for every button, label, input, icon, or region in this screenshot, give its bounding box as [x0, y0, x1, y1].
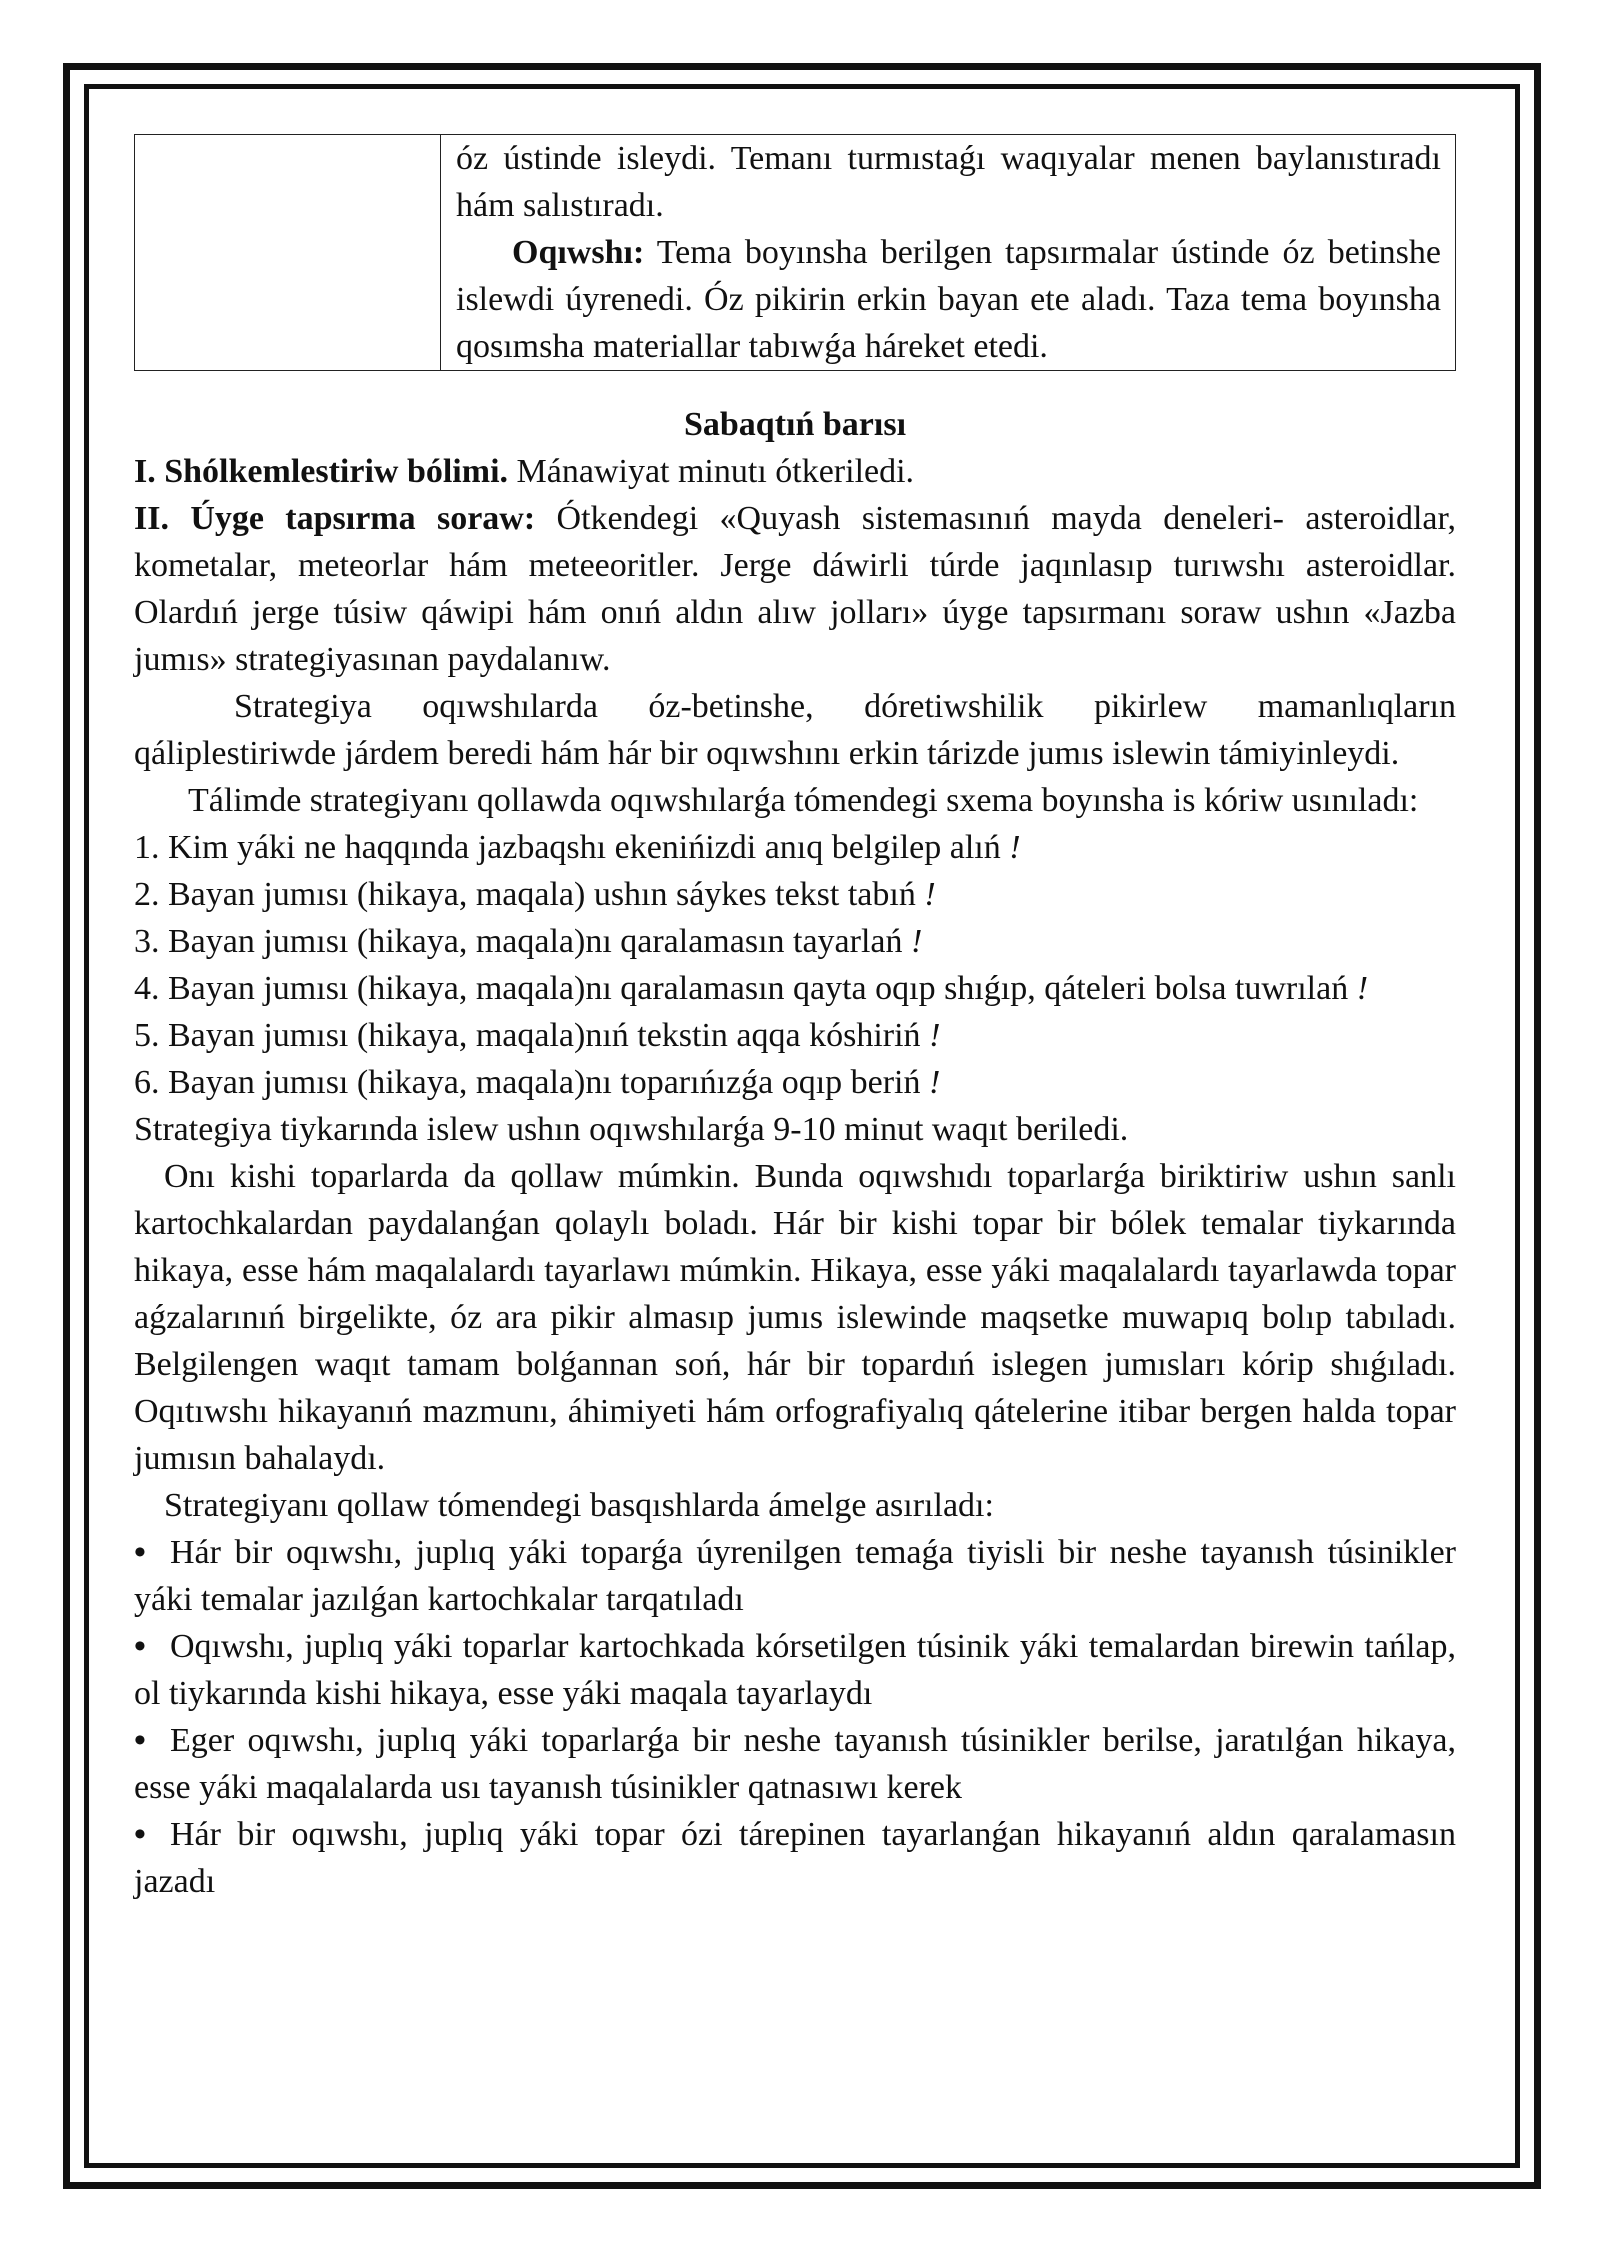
scheme-paragraph: Tálimde strategiyanı qollawda oqıwshılarǵa tómendegi sxema boyınsha is kóriw usınıladı:: [188, 782, 1419, 819]
list-item: [134, 965, 1456, 1012]
step-mark: !: [924, 876, 936, 913]
part2-label: II. Úyge tapsırma soraw:: [134, 500, 536, 537]
part2-text: Ótkendegi «Quyash sistemasınıń mayda deneleri- asteroidlar, kometalar, meteorlar hám meteeoritler. Jerge dáwirli túrde jaqınlasıp turıwshı asteroidlar. Olardıń jerge túsiw qáwipi hám onıń aldın alıw jolları» úyge tapsırmanı soraw ushın «Jazba jumıs» strategiyasınan paydalanıw.: [134, 500, 1456, 678]
step-text: 3. Bayan jumısı (hikaya, maqala)nı qaralamasın tayarlań: [134, 923, 903, 960]
step-mark: !: [929, 1064, 941, 1101]
list-item: [134, 1529, 1456, 1623]
bullet-icon: •: [134, 1722, 146, 1759]
bullet-text: Hár bir oqıwshı, juplıq yáki toparǵa úyrenilgen temaǵa tiyisli bir neshe tayanısh túsinikler yáki temalar jazılǵan kartochkalar tarqatıladı: [134, 1534, 1456, 1618]
bullet-text: Eger oqıwshı, juplıq yáki toparlarǵa bir neshe tayanısh túsinikler berilse, jaratılǵan hikaya, esse yáki maqalalarda usı tayanısh túsinikler qatnasıwı kerek: [134, 1722, 1456, 1806]
cell-paragraph-student: [456, 229, 1441, 370]
step-text: 2. Bayan jumısı (hikaya, maqala) ushın sáykes tekst tabıń: [134, 876, 916, 913]
step-mark: !: [1356, 970, 1369, 1007]
list-item: [134, 824, 1456, 871]
time-paragraph: Strategiya tiykarında islew ushın oqıwshılarǵa 9-10 minut waqıt beriledi.: [134, 1111, 1129, 1148]
list-item: [134, 1623, 1456, 1717]
student-label: Oqıwshı:: [512, 234, 645, 271]
step-text: 4. Bayan jumısı (hikaya, maqala)nı qaralamasın qayta oqıp shıǵıp, qáteleri bolsa tuwrılań: [134, 970, 1349, 1007]
section-title: Sabaqtıń barısı: [683, 406, 907, 443]
table-cell-right: [441, 135, 1456, 371]
groups-paragraph: Onı kishi toparlarda da qollaw múmkin. Bunda oqıwshıdı toparlarǵa biriktiriw ushın sanlı kartochkalardan paydalanǵan qolaylı boladı. Hár bir kishi topar bir bólek temalar tiykarında hikaya, esse hám maqalalardı tayarlawı múmkin. Hikaya, esse yáki maqalalardı tayarlawda topar aǵzalarınıń birgelikte, óz ara pikir almasıp jumıs islewinde maqsetke muwapıq bolıp tabıladı. Belgilengen waqıt tamam bolǵannan soń, hár bir topardıń islegen jumısları kórip shıǵıladı. Oqıtıwshı hikayanıń mazmunı, áhimiyeti hám orfografiyalıq qátelerine itibar bergen halda topar jumısın bahalaydı.: [134, 1158, 1456, 1477]
table-cell-left: [135, 135, 441, 371]
table-row: [135, 135, 1456, 371]
list-item: [134, 918, 1456, 965]
list-item: [134, 871, 1456, 918]
bullet-icon: •: [134, 1534, 146, 1571]
stages-bullet-list: [134, 1529, 1456, 1905]
part2-paragraph: [134, 495, 1456, 683]
step-mark: !: [911, 923, 923, 960]
list-item: [134, 1012, 1456, 1059]
strategy-paragraph: Strategiya oqıwshılarda óz-betinshe, dóretiwshilik pikirlew mamanlıqların qáliplestiriwde járdem beredi hám hár bir oqıwshını erkin tárizde jumıs islewin támiyinleydi.: [134, 688, 1456, 772]
cell-paragraph-teacher: óz ústinde isleydi. Temanı turmıstaǵı waqıyalar menen baylanıstıradı hám salıstıradı.: [456, 140, 1441, 224]
step-mark: !: [1009, 829, 1021, 866]
step-mark: !: [929, 1017, 941, 1054]
bullet-text: Oqıwshı, juplıq yáki toparlar kartochkada kórsetilgen túsinik yáki temalardan birewin tańlap, ol tiykarında kishi hikaya, esse yáki maqala tayarlaydı: [134, 1628, 1456, 1712]
part1-text: Mánawiyat minutı ótkeriledi.: [508, 453, 915, 490]
intro-table: [134, 134, 1456, 371]
list-item: [134, 1811, 1456, 1905]
step-text: 6. Bayan jumısı (hikaya, maqala)nı toparıńızǵa oqıp beriń: [134, 1064, 921, 1101]
bullet-text: Hár bir oqıwshı, juplıq yáki topar ózi tárepinen tayarlanǵan hikayanıń aldın qaralamasın jazadı: [134, 1816, 1456, 1900]
part1-label: I. Shólkemlestiriw bólimi.: [134, 453, 509, 490]
bullet-icon: •: [134, 1628, 146, 1665]
bullet-icon: •: [134, 1816, 146, 1853]
document-body: [134, 134, 1456, 1905]
step-text: 1. Kim yáki ne haqqında jazbaqshı ekenińizdi anıq belgilep alıń: [134, 829, 1001, 866]
part1-paragraph: [134, 448, 1456, 495]
list-item: [134, 1059, 1456, 1106]
student-text: Tema boyınsha berilgen tapsırmalar ústinde óz betinshe islewdi úyrenedi. Óz pikirin erkin bayan ete aladı. Taza tema boyınsha qosımsha materiallar tabıwǵa háreket etedi.: [456, 234, 1441, 365]
steps-list: [134, 824, 1456, 1106]
stages-paragraph: Strategiyanı qollaw tómendegi basqıshlarda ámelge asırıladı:: [164, 1487, 994, 1524]
step-text: 5. Bayan jumısı (hikaya, maqala)nıń tekstin aqqa kóshiriń: [134, 1017, 921, 1054]
list-item: [134, 1717, 1456, 1811]
